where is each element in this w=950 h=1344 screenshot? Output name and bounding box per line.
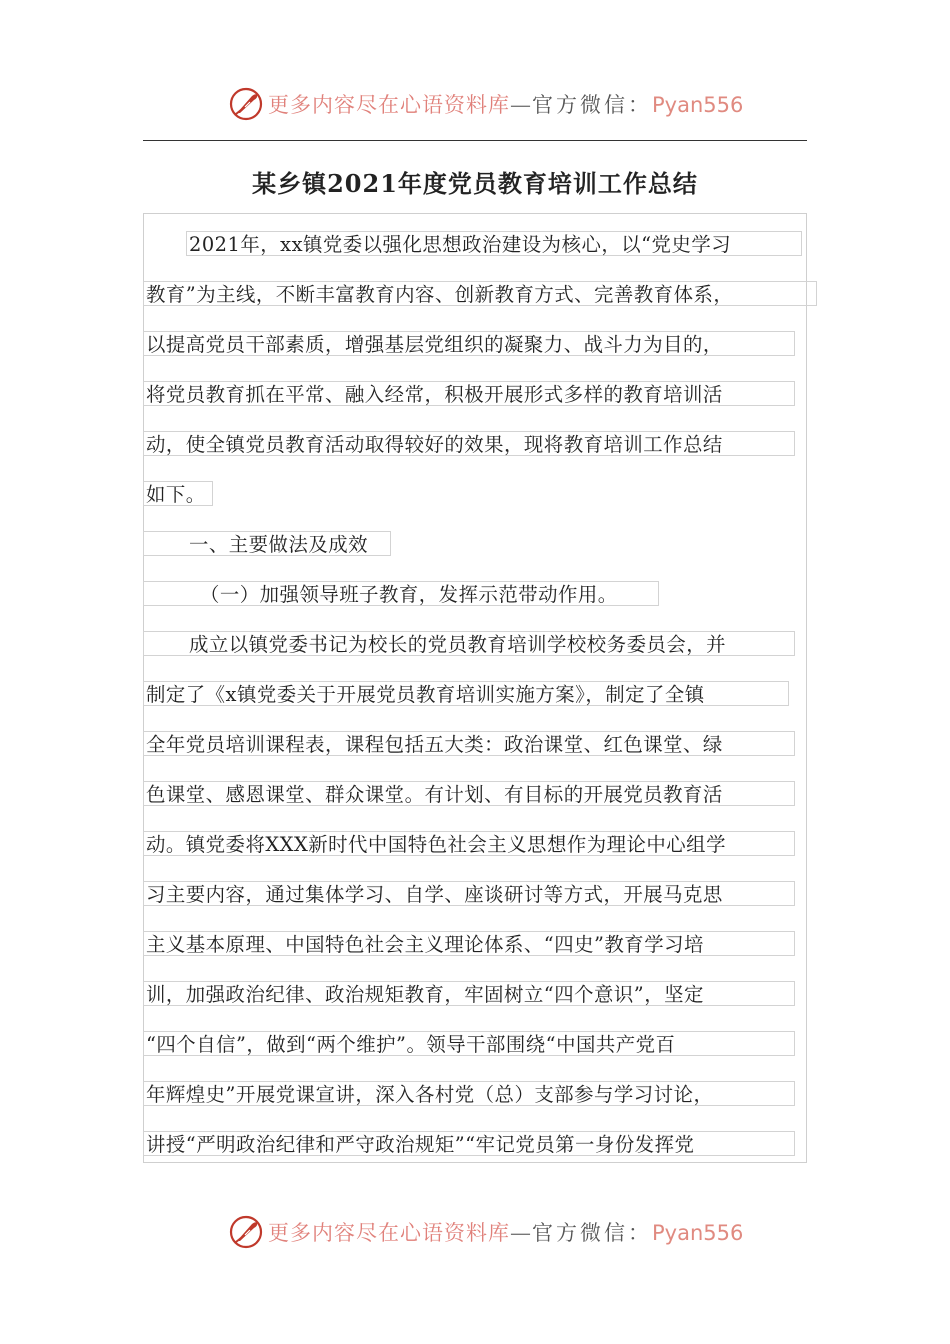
body-line: 教育”为主线，不断丰富教育内容、创新教育方式、完善教育体系， xyxy=(143,281,817,306)
header-brand-text: 更多内容尽在心语资料库 xyxy=(268,93,510,117)
header-dash: — xyxy=(510,93,532,117)
footer-dash: — xyxy=(510,1221,532,1245)
body-line: 如下。 xyxy=(143,481,213,506)
body-line: 年辉煌史”开展党课宣讲，深入各村党（总）支部参与学习讨论， xyxy=(143,1081,795,1106)
body-line: 以提高党员干部素质，增强基层党组织的凝聚力、战斗力为目的， xyxy=(143,331,795,356)
body-line: “四个自信”，做到“两个维护”。领导干部围绕“中国共产党百 xyxy=(143,1031,795,1056)
body-line: 2021年，xx镇党委以强化思想政治建设为核心，以“党史学习 xyxy=(186,231,802,256)
body-line: 将党员教育抓在平常、融入经常，积极开展形式多样的教育培训活 xyxy=(143,381,795,406)
body-line: 习主要内容，通过集体学习、自学、座谈研讨等方式，开展马克思 xyxy=(143,881,795,906)
header-subtitle: 官方微信： xyxy=(532,93,652,117)
body-line: 训，加强政治纪律、政治规矩教育，牢固树立“四个意识”，坚定 xyxy=(143,981,795,1006)
header-wechat-id: Pyan556 xyxy=(652,93,744,117)
body-line: 成立以镇党委书记为校长的党员教育培训学校校务委员会，并 xyxy=(143,631,795,656)
footer-wechat-id: Pyan556 xyxy=(652,1221,744,1245)
body-line: 动，使全镇党员教育活动取得较好的效果，现将教育培训工作总结 xyxy=(143,431,795,456)
quill-logo-icon xyxy=(228,1214,264,1250)
section-heading: 一、主要做法及成效 xyxy=(143,531,391,556)
header-divider xyxy=(143,140,807,141)
body-line: 全年党员培训课程表，课程包括五大类：政治课堂、红色课堂、绿 xyxy=(143,731,795,756)
footer-brand-text: 更多内容尽在心语资料库 xyxy=(268,1221,510,1245)
footer-watermark xyxy=(0,1212,950,1252)
body-line: 色课堂、感恩课堂、群众课堂。有计划、有目标的开展党员教育活 xyxy=(143,781,795,806)
body-line: 动。镇党委将XXX新时代中国特色社会主义思想作为理论中心组学 xyxy=(143,831,795,856)
document-title: 某乡镇2021年度党员教育培训工作总结 xyxy=(252,169,698,198)
body-line: 制定了《x镇党委关于开展党员教育培训实施方案》，制定了全镇 xyxy=(143,681,789,706)
quill-logo-icon xyxy=(228,86,264,122)
subsection-heading: （一）加强领导班子教育，发挥示范带动作用。 xyxy=(143,581,659,606)
footer-subtitle: 官方微信： xyxy=(532,1221,652,1245)
body-line: 主义基本原理、中国特色社会主义理论体系、“四史”教育学习培 xyxy=(143,931,795,956)
header-watermark xyxy=(0,84,950,124)
body-line: 讲授“严明政治纪律和严守政治规矩”“牢记党员第一身份发挥党 xyxy=(143,1131,795,1156)
